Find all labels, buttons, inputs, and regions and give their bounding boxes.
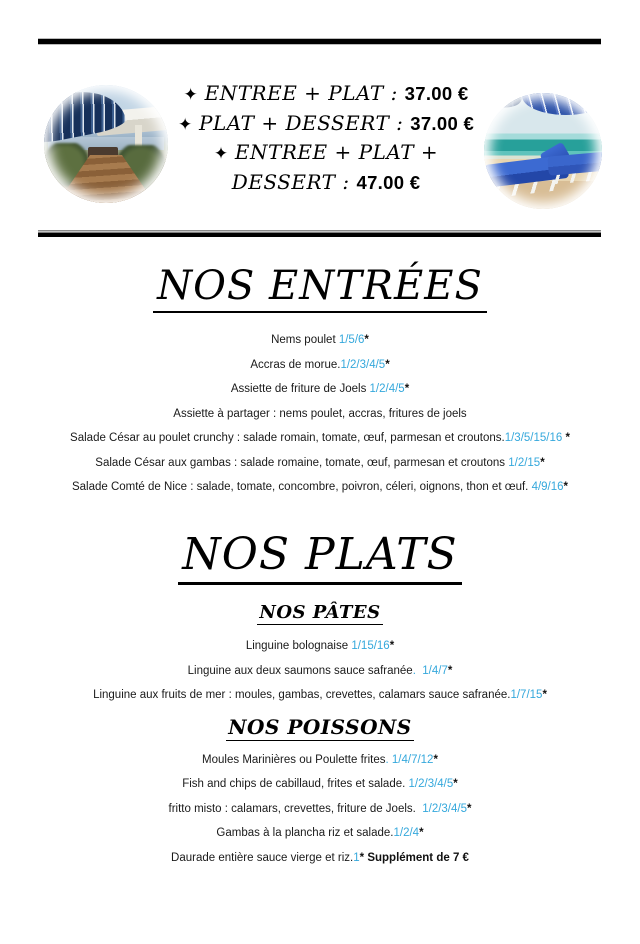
menu-item-text: Salade Comté de Nice : salade, tomate, concombre, poivron, céleri, oignons, thon et œuf. (71, 481, 532, 493)
allergen-asterisk: * (389, 640, 395, 653)
allergen-codes: 1/2/3/4/5 (408, 778, 454, 791)
header (0, 68, 640, 220)
menu-item (0, 377, 640, 402)
menu-item-text: Moules Marinières ou Poulette frites (202, 753, 386, 766)
allergen-codes: 1/5/6 (338, 334, 365, 346)
menu-item-text: fritto misto : calamars, crevettes, friture de Joels. (168, 802, 423, 815)
formula-label: ENTREE + PLAT + (228, 140, 439, 164)
allergen-asterisk: * (404, 383, 410, 395)
allergen-asterisk: * (419, 827, 424, 840)
formulas-block (168, 80, 484, 208)
formula-line (168, 80, 484, 110)
allergen-codes: 1/2/3/4/5 (422, 802, 467, 815)
menu-item-text: Linguine bolognaise (245, 640, 352, 653)
beach-lounger-back (547, 151, 602, 175)
allergen-asterisk: * (359, 851, 365, 864)
allergen-codes: 1/7/15 (510, 689, 543, 702)
section-title-entrees: NOS ENTRÉES (153, 263, 487, 313)
menu-item-text: Gambas à la plancha riz et salade. (216, 827, 394, 840)
allergen-codes: . 1/4/7 (412, 664, 448, 677)
menu-item (0, 475, 640, 500)
menu-item (0, 328, 640, 353)
menu-item (0, 748, 640, 773)
allergen-asterisk: * (542, 689, 547, 702)
entrees-list (0, 328, 640, 500)
menu-item (0, 821, 640, 846)
menu-item-text: Accras de morue. (250, 358, 341, 371)
allergen-asterisk: * (447, 664, 453, 677)
section-title-plats: NOS PLATS (178, 530, 461, 586)
menu-page (0, 39, 640, 944)
formula-price: 47.00 € (356, 171, 421, 193)
allergen-asterisk: * (467, 802, 472, 815)
star-icon: ✦ (177, 114, 193, 134)
menu-item (0, 426, 640, 451)
allergen-codes: 4/9/16 (531, 481, 564, 493)
allergen-codes: 1/2/4 (393, 827, 420, 840)
menu-item-text: Nems poulet (271, 334, 339, 346)
menu-item (0, 402, 640, 427)
terrace-photo (44, 85, 168, 203)
allergen-asterisk: * (540, 456, 545, 469)
poissons-list (0, 748, 640, 871)
formula-line (168, 110, 484, 140)
section-divider-rule (38, 230, 601, 237)
allergen-asterisk: * (453, 778, 458, 791)
formula-line (168, 169, 484, 199)
subsection-title-poissons: NOS POISSONS (228, 714, 412, 739)
formula-line (168, 139, 484, 169)
pates-list (0, 634, 640, 708)
allergen-asterisk: * (364, 334, 369, 346)
menu-item-text: Salade César aux gambas : salade romaine, tomate, œuf, parmesan et croutons (95, 456, 509, 469)
menu-item (0, 451, 640, 476)
formula-label: PLAT + DESSERT : (192, 110, 411, 135)
menu-item-text: Assiette de friture de Joels (230, 383, 370, 395)
menu-item-text: Assiette à partager : nems poulet, accras, fritures de joels (173, 407, 467, 420)
menu-item (0, 683, 640, 708)
formula-label: ENTREE + PLAT : (197, 81, 405, 105)
allergen-codes: 1/2/15 (508, 456, 541, 469)
menu-item (0, 659, 640, 684)
beach-photo (484, 93, 602, 209)
menu-item (0, 634, 640, 659)
allergen-codes: 1 (353, 851, 360, 864)
allergen-codes: . 1/4/7/12 (385, 753, 434, 766)
formula-label: DESSERT : (231, 169, 357, 194)
allergen-codes: 1/2/4/5 (369, 383, 405, 395)
top-rule (38, 39, 601, 44)
formula-price: 37.00 € (410, 112, 475, 134)
allergen-codes: 1/2/3/4/5 (340, 358, 386, 371)
star-icon: ✦ (213, 144, 229, 163)
formula-price: 37.00 € (404, 83, 469, 104)
menu-item-text: Fish and chips de cabillaud, frites et salade. (182, 778, 409, 791)
allergen-asterisk: * (433, 753, 438, 766)
menu-item-text: Daurade entière sauce vierge et riz. (171, 851, 354, 864)
menu-item (0, 772, 640, 797)
allergen-codes: 1/15/16 (351, 640, 390, 653)
allergen-asterisk: * (385, 358, 390, 371)
subsection-title-pates: NOS PÂTES (259, 602, 381, 624)
menu-item (0, 353, 640, 378)
allergen-asterisk: * (563, 481, 569, 493)
star-icon: ✦ (183, 85, 198, 104)
allergen-codes: 1/3/5/15/16 (504, 432, 563, 444)
menu-item-text: Linguine aux fruits de mer : moules, gambas, crevettes, calamars sauce safranée. (93, 689, 511, 702)
supplement-note: Supplément de 7 € (364, 851, 469, 864)
menu-item (0, 797, 640, 822)
menu-item-text: Linguine aux deux saumons sauce safranée (187, 664, 413, 677)
menu-item-text: Salade César au poulet crunchy : salade romain, tomate, œuf, parmesan et croutons. (70, 432, 505, 444)
allergen-asterisk: * (562, 432, 570, 444)
menu-item (0, 846, 640, 871)
